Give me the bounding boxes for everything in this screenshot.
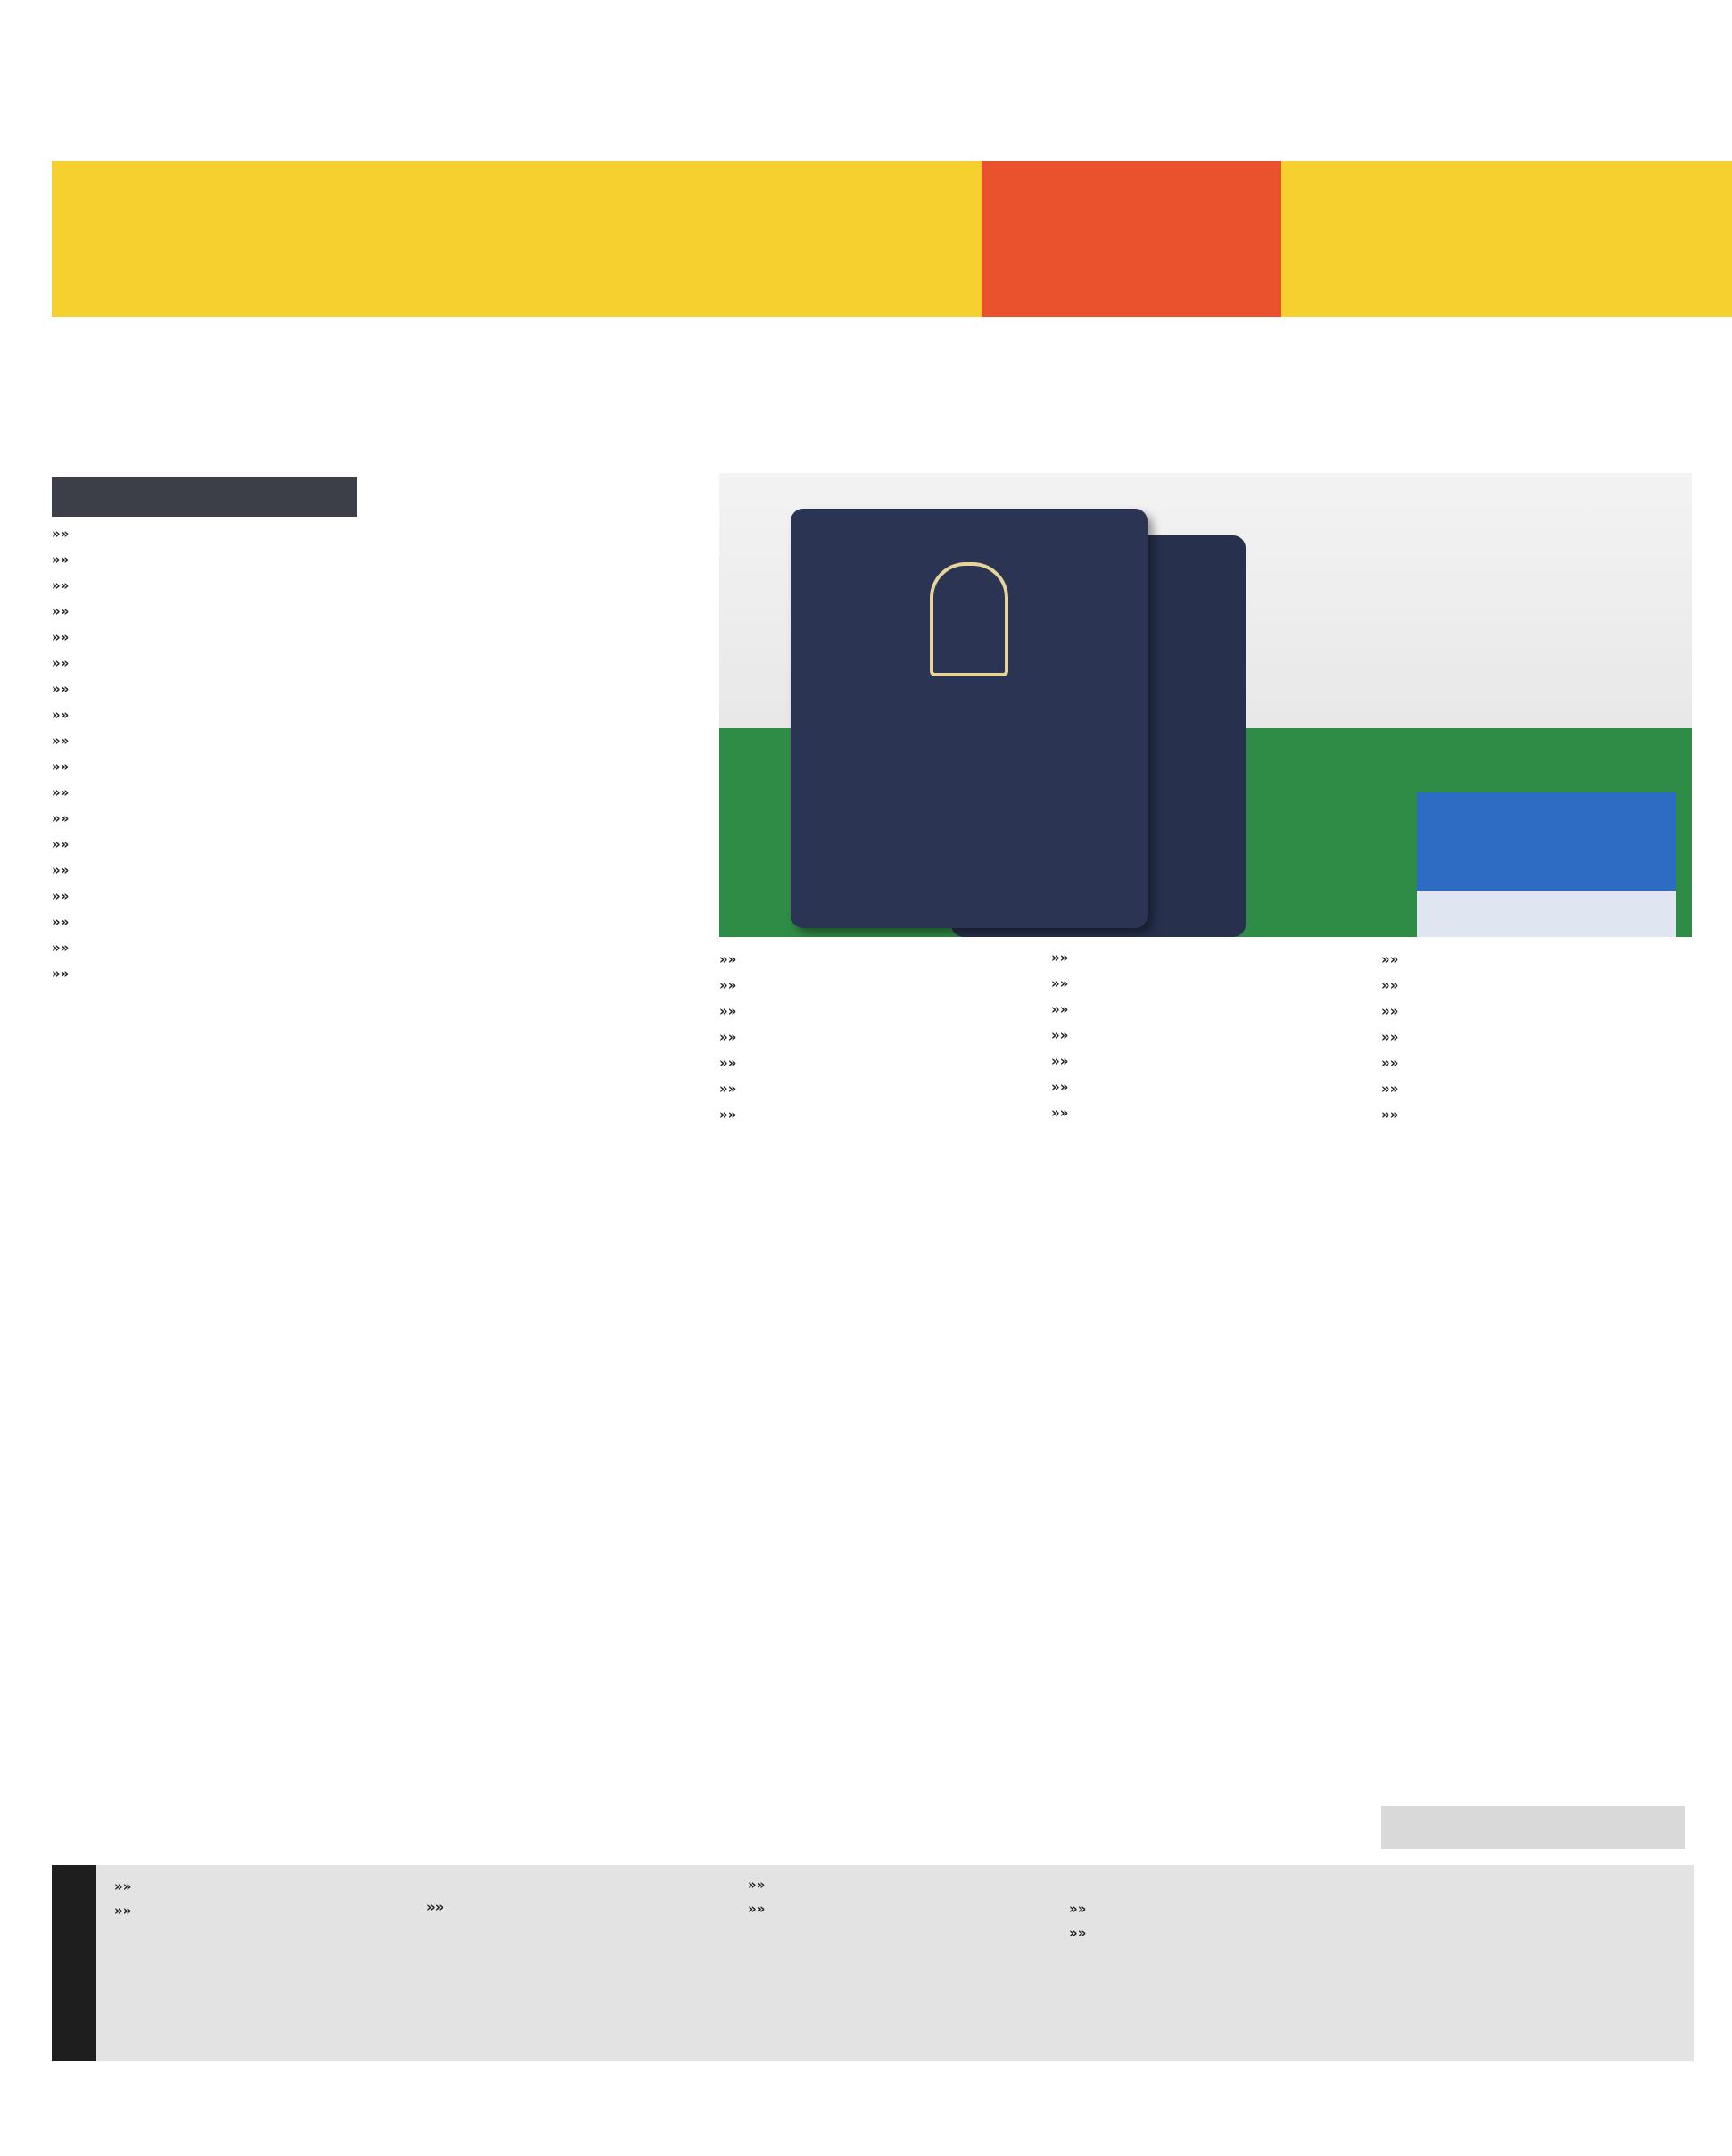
list-item	[1069, 1922, 1372, 1945]
bottom-column-3	[748, 1872, 1051, 1922]
numbered-item	[382, 477, 696, 502]
list-item	[114, 1900, 444, 1922]
list-item	[52, 833, 357, 857]
numbered-item	[427, 1872, 730, 1895]
list-item	[1381, 974, 1685, 998]
list-item	[1051, 1024, 1365, 1048]
numbered-item	[382, 684, 696, 709]
list-item	[52, 522, 357, 546]
list-item	[52, 548, 357, 572]
list-item	[114, 1876, 444, 1898]
list-item	[1381, 1077, 1685, 1101]
column-2	[382, 477, 696, 736]
list-item	[52, 626, 357, 650]
masthead	[0, 0, 1732, 116]
national-emblem-icon	[930, 562, 1008, 676]
list-item	[1051, 1049, 1365, 1074]
numbered-item	[382, 503, 696, 527]
bottom-column-4	[1069, 1872, 1372, 1946]
section-banner	[52, 161, 1732, 317]
list-item	[52, 651, 357, 676]
list-item	[1381, 948, 1685, 972]
list-item	[719, 948, 1033, 972]
list-item	[1051, 1101, 1365, 1125]
column-5	[1381, 946, 1685, 1129]
list-item	[427, 1896, 730, 1919]
numbered-item	[382, 581, 696, 605]
column-1	[52, 477, 357, 988]
numbered-item	[382, 659, 696, 683]
list-item	[719, 974, 1033, 998]
column-4	[1051, 946, 1365, 1127]
column-3	[719, 946, 1033, 1129]
numbered-item	[382, 555, 696, 579]
list-item	[52, 962, 357, 986]
list-item	[748, 1898, 1051, 1920]
numbered-item	[382, 529, 696, 553]
list-item	[52, 755, 357, 779]
list-item	[52, 781, 357, 805]
numbered-item	[1069, 1874, 1372, 1896]
exam-tag	[1417, 792, 1676, 891]
bottom-column-2	[427, 1872, 730, 1920]
did-you-know-box	[52, 1865, 1694, 2061]
list-item	[52, 574, 357, 598]
list-item	[52, 910, 357, 934]
list-item	[52, 600, 357, 624]
list-item	[1381, 1025, 1685, 1049]
list-item	[1381, 1051, 1685, 1075]
list-item	[1051, 998, 1365, 1022]
numbered-item	[382, 633, 696, 657]
list-item	[52, 729, 357, 753]
list-item	[52, 807, 357, 831]
credit-line	[1381, 1806, 1685, 1849]
list-item	[1381, 999, 1685, 1024]
numbered-item	[382, 607, 696, 631]
list-item	[52, 703, 357, 727]
did-you-know-label	[52, 1865, 96, 2061]
list-item	[719, 1051, 1033, 1075]
list-item	[52, 677, 357, 701]
list-item	[52, 884, 357, 908]
section-title	[982, 161, 1281, 317]
list-item	[1051, 972, 1365, 996]
list-item	[1381, 1103, 1685, 1127]
list-item	[1069, 1898, 1372, 1920]
list-item	[1051, 946, 1365, 970]
list-item	[748, 1874, 1051, 1896]
list-item	[1051, 1075, 1365, 1099]
bottom-column-1	[114, 1872, 444, 1924]
subject-tag	[1417, 891, 1676, 937]
list-item	[52, 936, 357, 960]
numbered-item	[382, 710, 696, 734]
passport-front	[791, 509, 1148, 928]
list-item	[719, 999, 1033, 1024]
section-heading-citizenship	[52, 477, 357, 517]
list-item	[719, 1025, 1033, 1049]
list-item	[719, 1103, 1033, 1127]
list-item	[719, 1077, 1033, 1101]
list-item	[52, 858, 357, 883]
